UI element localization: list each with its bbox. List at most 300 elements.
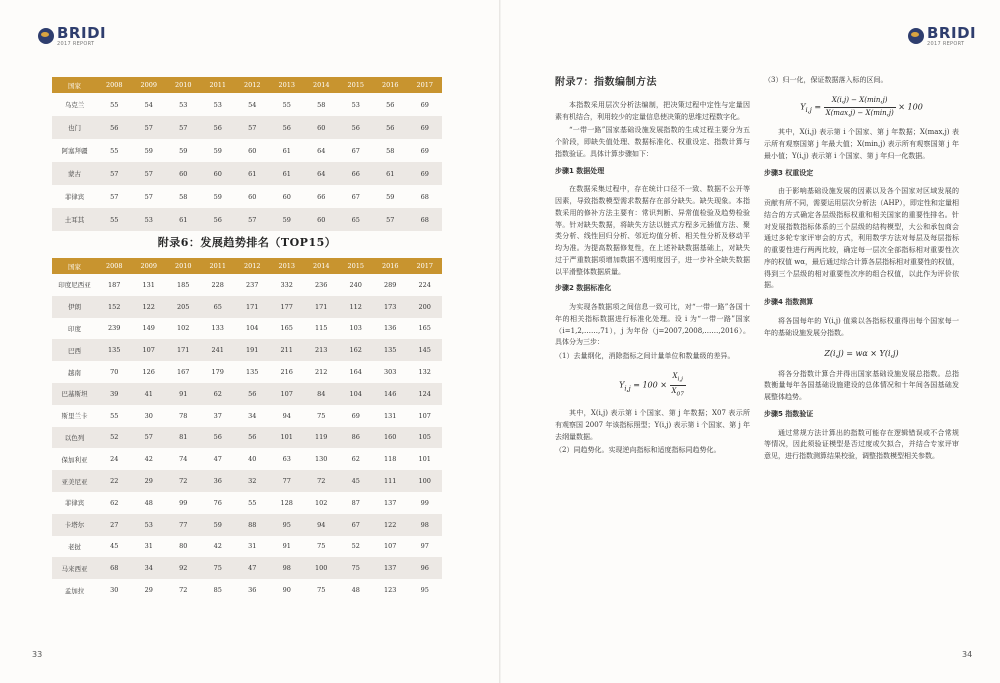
value-cell: 55 (110, 100, 119, 109)
column-header-country: 国家 (52, 77, 97, 93)
value-cell: 171 (235, 296, 270, 318)
value-cell: 48 (351, 586, 360, 595)
value-cell: 162 (339, 339, 374, 361)
table-row (52, 318, 442, 340)
value-cell: 146 (373, 383, 408, 405)
value-cell: 59 (201, 514, 236, 536)
value-cell: 72 (179, 586, 188, 595)
value-cell: 136 (384, 324, 397, 333)
value-cell: 55 (110, 411, 119, 420)
value-cell: 56 (373, 116, 408, 139)
country-cell: 斯里兰卡 (61, 412, 88, 421)
value-cell: 34 (248, 411, 257, 420)
country-cell: 孟加拉 (64, 586, 85, 595)
table-row (52, 579, 442, 601)
value-cell: 29 (132, 470, 167, 492)
column-header-year: 2009 (132, 258, 167, 274)
value-cell: 303 (384, 368, 397, 377)
value-cell: 36 (248, 586, 257, 595)
value-cell: 65 (201, 296, 236, 318)
value-cell: 60 (282, 192, 291, 201)
column-header-year: 2008 (97, 77, 132, 93)
value-cell: 187 (108, 280, 121, 289)
value-cell: 57 (97, 162, 132, 185)
table-row (52, 470, 442, 492)
formula-symbol: Y (800, 102, 806, 111)
value-cell: 61 (166, 208, 201, 231)
value-cell: 67 (339, 514, 374, 536)
paragraph: 为实现各数据项之间信息一致可比，对“一带一路”各国十年的相关指标数据进行标准化处理。设 i 为“一带一路”国家（i=1,2,……,71），j 为年份（j=2007,2008,……,2016）。具体分为三步： (555, 303, 750, 347)
value-cell: 53 (179, 100, 188, 109)
value-cell: 56 (235, 383, 270, 405)
value-cell: 107 (418, 411, 431, 420)
value-cell: 98 (270, 557, 305, 579)
value-cell: 228 (211, 280, 224, 289)
value-cell: 55 (282, 100, 291, 109)
country-cell: 卡塔尔 (52, 514, 97, 536)
table-row (52, 93, 442, 116)
value-cell: 80 (179, 542, 188, 551)
value-cell: 59 (179, 146, 188, 155)
value-cell: 58 (386, 146, 395, 155)
country-cell: 巴基斯坦 (52, 383, 97, 405)
country-cell: 蒙古 (52, 162, 97, 185)
value-cell: 63 (282, 455, 291, 464)
logo-brand: BRIDI (927, 24, 977, 42)
value-cell: 56 (270, 116, 305, 139)
value-cell: 92 (166, 557, 201, 579)
value-cell: 216 (280, 368, 293, 377)
value-cell: 62 (351, 455, 360, 464)
value-cell: 41 (132, 383, 167, 405)
value-cell: 60 (248, 192, 257, 201)
column-header-year: 2011 (201, 77, 236, 93)
value-cell: 173 (373, 296, 408, 318)
appendix-6-title: 附录6：发展趋势排名（TOP15） (157, 236, 337, 249)
paragraph: 通过常规方法计算出的指数可能存在逻辑错误或不合常规等情况，因此须验证模型是否过度或欠拟合，并结合专家评审意见，进行指数测算结果校验，调整指数模型相关参数。 (764, 428, 959, 461)
column-header-year: 2013 (270, 77, 305, 93)
appendix-7-title: 附录7：指数编制方法 (555, 77, 657, 88)
column-header-year: 2012 (235, 258, 270, 274)
value-cell: 179 (211, 368, 224, 377)
value-cell: 66 (339, 162, 374, 185)
value-cell: 104 (246, 324, 259, 333)
value-cell: 67 (351, 192, 360, 201)
column-header-year: 2015 (339, 258, 374, 274)
globe-icon (38, 28, 54, 44)
table-row (52, 536, 442, 558)
paragraph: 其中，X(i,j) 表示第 i 个国家、第 j 年数据；X07 表示所有观察国 2007 年该指标照型；Y(i,j) 表示第 i 个国家、第 j 年去纲量数据。 (555, 409, 750, 441)
country-cell: 巴西 (52, 339, 97, 361)
step-heading: 步骤3 权重设定 (764, 168, 814, 177)
value-cell: 42 (213, 542, 222, 551)
value-cell: 164 (349, 368, 362, 377)
fraction-numerator: X(i,j) − X(min,j) (824, 95, 896, 108)
value-cell: 22 (97, 470, 132, 492)
value-cell: 30 (110, 586, 119, 595)
value-cell: 77 (166, 514, 201, 536)
logo-subtitle: 2017 REPORT (57, 41, 95, 47)
paragraph: 在数据采集过程中，存在统计口径不一致、数据不公开等因素，导致指数模型需求数据存在部分缺失。缺失现象。本指数采用的修补方法主要有：常识判断、异常值检验及趋势检验等。针对缺失数据，将缺失方法以链式方程多元插值方法、聚类分析、线性回归分析、邻近均值分析、相关性分析及移动平均为准。为提高数据修复性，在上述补缺数据基础上，对缺失过于严重数据项增加数据不透明度因子，进一步补全缺失数据以平滑整体数据质量。 (555, 185, 750, 276)
value-cell: 118 (384, 455, 397, 464)
paragraph: （2）同趋势化。实现逆向指标和适度指标同趋势化。 (555, 446, 721, 455)
page-number-left: 33 (32, 650, 43, 659)
table-row (52, 514, 442, 536)
globe-icon (908, 28, 924, 44)
fraction-denominator: X (671, 386, 677, 395)
value-cell: 57 (132, 162, 167, 185)
paragraph: 将各分指数计算合并得出国家基础设施发展总指数。总指数衡量每年各国基础设施建设的总体情况和十年间各国基础发展整体趋势。 (764, 369, 959, 402)
column-header-year: 2011 (201, 258, 236, 274)
trend-ranking-table (52, 258, 442, 601)
value-cell: 54 (248, 100, 257, 109)
value-cell: 101 (418, 455, 431, 464)
value-cell: 240 (349, 280, 362, 289)
spine-gutter (499, 0, 501, 683)
country-cell: 老挝 (68, 542, 81, 551)
fraction-denominator: X(max,j) − X(min,j) (825, 108, 894, 117)
value-cell: 152 (97, 296, 132, 318)
country-cell: 保加利亚 (61, 455, 88, 464)
value-cell: 97 (420, 542, 429, 551)
value-cell: 88 (235, 514, 270, 536)
value-cell: 130 (315, 455, 328, 464)
country-cell: 印度尼西亚 (58, 281, 91, 290)
value-cell: 52 (351, 542, 360, 551)
value-cell: 241 (201, 339, 236, 361)
value-cell: 185 (177, 280, 190, 289)
column-header-year: 2015 (339, 77, 374, 93)
table-row (52, 185, 442, 208)
value-cell: 61 (270, 162, 305, 185)
value-cell: 75 (339, 557, 374, 579)
paragraph: 其中，X(i,j) 表示第 i 个国家、第 j 年数据；X(max,j) 表示所有观察国第 j 年最大值；X(min,j) 表示所有观察国第 j 年最小值；Y(i,j) 表示第 i 个国家、第 j 年归一化数据。 (764, 128, 959, 160)
table-header-row (52, 258, 442, 274)
table-row (52, 162, 442, 185)
value-cell: 107 (384, 542, 397, 551)
value-cell: 99 (420, 498, 429, 507)
value-cell: 86 (339, 427, 374, 449)
report-logo-right (908, 26, 976, 47)
value-cell: 72 (166, 470, 201, 492)
value-cell: 81 (166, 427, 201, 449)
column-header-year: 2012 (235, 77, 270, 93)
table-header-row (52, 77, 442, 93)
formula-minmax: $Y_{i,j}$ = $\frac{X(i,j) - X(\min,j)}{X(\max,j) - X(\min,j)}$ × 100 (764, 95, 959, 120)
value-cell: 123 (384, 586, 397, 595)
column-header-year: 2017 (408, 258, 443, 274)
formula-subscript: i,j (624, 384, 631, 393)
column-header-year: 2008 (97, 258, 132, 274)
column-header-year: 2010 (166, 258, 201, 274)
value-cell: 94 (304, 514, 339, 536)
value-cell: 58 (179, 192, 188, 201)
value-cell: 85 (213, 586, 222, 595)
value-cell: 67 (351, 146, 360, 155)
logo-brand: BRIDI (57, 24, 107, 42)
column-header-year: 2017 (408, 77, 443, 93)
value-cell: 55 (110, 146, 119, 155)
paragraph: （3）归一化，保证数据落入标的区间。 (764, 76, 888, 84)
column-header-year: 2013 (270, 258, 305, 274)
value-cell: 65 (339, 208, 374, 231)
value-cell: 60 (166, 162, 201, 185)
value-cell: 39 (97, 383, 132, 405)
country-cell: 印度 (68, 324, 81, 333)
value-cell: 56 (201, 208, 236, 231)
table-row (52, 383, 442, 405)
value-cell: 131 (384, 411, 397, 420)
value-cell: 52 (97, 427, 132, 449)
value-cell: 205 (166, 296, 201, 318)
formula-subindex: Z(i,j) = wα × Y(i,j) (824, 349, 899, 359)
table-row (52, 339, 442, 361)
value-cell: 45 (110, 542, 119, 551)
table-row (52, 116, 442, 139)
value-cell: 56 (97, 116, 132, 139)
text-column-1 (555, 75, 750, 459)
value-cell: 95 (420, 586, 429, 595)
value-cell: 177 (270, 296, 305, 318)
column-header-country: 国家 (52, 258, 97, 274)
step-heading: 步骤1 数据处理 (555, 166, 605, 175)
value-cell: 87 (351, 498, 360, 507)
value-cell: 149 (142, 324, 155, 333)
formula-subscript: i,j (677, 376, 683, 383)
value-cell: 61 (282, 146, 291, 155)
value-cell: 68 (408, 208, 443, 231)
step-heading: 步骤4 指数测算 (764, 298, 814, 306)
value-cell: 56 (386, 100, 395, 109)
paragraph: 将各国每年的 Y(i,j) 值乘以各指标权重得出每个国家每一年的基础设施发展分指数。 (764, 316, 959, 337)
formula-subscript: i,j (805, 105, 812, 114)
table-row (52, 557, 442, 579)
country-cell: 也门 (52, 116, 97, 139)
value-cell: 135 (373, 339, 408, 361)
value-cell: 101 (270, 427, 305, 449)
country-cell: 菲律宾 (64, 193, 85, 201)
value-cell: 31 (248, 542, 257, 551)
value-cell: 135 (97, 339, 132, 361)
value-cell: 24 (110, 455, 119, 464)
value-cell: 105 (408, 427, 443, 449)
value-cell: 59 (213, 146, 222, 155)
value-cell: 77 (270, 470, 305, 492)
value-cell: 145 (408, 339, 443, 361)
value-cell: 191 (235, 339, 270, 361)
value-cell: 119 (304, 427, 339, 449)
value-cell: 98 (408, 514, 443, 536)
value-cell: 165 (280, 324, 293, 333)
value-cell: 104 (339, 383, 374, 405)
value-cell: 59 (270, 208, 305, 231)
value-cell: 60 (304, 208, 339, 231)
value-cell: 30 (144, 411, 153, 420)
column-header-year: 2014 (304, 258, 339, 274)
value-cell: 128 (280, 498, 293, 507)
value-cell: 57 (110, 192, 119, 201)
value-cell: 212 (315, 368, 328, 377)
table-row (52, 448, 442, 470)
value-cell: 59 (386, 192, 395, 201)
value-cell: 75 (317, 542, 326, 551)
value-cell: 96 (408, 557, 443, 579)
paragraph: “一带一路”国家基础设施发展指数的生成过程主要分为五个阶段，即缺失值处理、数据标准化、权重设定、指数计算与指数验证。具体计算步骤如下： (555, 126, 750, 158)
value-cell: 59 (213, 192, 222, 201)
value-cell: 57 (235, 208, 270, 231)
table-row (52, 405, 442, 427)
value-cell: 133 (211, 324, 224, 333)
table-row (52, 208, 442, 231)
report-logo-left (38, 26, 106, 47)
value-cell: 60 (201, 162, 236, 185)
value-cell: 62 (201, 383, 236, 405)
value-cell: 66 (317, 192, 326, 201)
value-cell: 171 (304, 296, 339, 318)
value-cell: 57 (132, 116, 167, 139)
value-cell: 102 (177, 324, 190, 333)
value-cell: 137 (373, 557, 408, 579)
value-cell: 69 (420, 100, 429, 109)
value-cell: 69 (420, 146, 429, 155)
value-cell: 171 (166, 339, 201, 361)
value-cell: 31 (144, 542, 153, 551)
value-cell: 165 (418, 324, 431, 333)
formula-subscript: 07 (676, 391, 684, 398)
country-cell: 马来西亚 (52, 557, 97, 579)
value-cell: 61 (373, 162, 408, 185)
country-cell: 阿塞拜疆 (61, 147, 88, 155)
table-row (52, 274, 442, 296)
value-cell: 34 (132, 557, 167, 579)
value-cell: 115 (315, 324, 328, 333)
value-cell: 103 (349, 324, 362, 333)
value-cell: 236 (315, 280, 328, 289)
column-header-year: 2010 (166, 77, 201, 93)
logo-subtitle: 2017 REPORT (927, 41, 965, 47)
value-cell: 69 (408, 116, 443, 139)
value-cell: 53 (213, 100, 222, 109)
country-cell: 菲律宾 (64, 499, 85, 508)
value-cell: 60 (304, 116, 339, 139)
value-cell: 224 (418, 280, 431, 289)
page-number-right: 34 (962, 650, 973, 659)
value-cell: 56 (235, 427, 270, 449)
value-cell: 60 (248, 146, 257, 155)
value-cell: 74 (179, 455, 188, 464)
value-cell: 47 (235, 557, 270, 579)
value-cell: 57 (132, 427, 167, 449)
value-cell: 57 (166, 116, 201, 139)
value-cell: 61 (235, 162, 270, 185)
country-cell: 土耳其 (52, 208, 97, 231)
value-cell: 55 (97, 208, 132, 231)
value-cell: 48 (144, 498, 153, 507)
table-row (52, 139, 442, 162)
text-column-2 (764, 75, 959, 465)
value-cell: 94 (282, 411, 291, 420)
value-cell: 289 (384, 280, 397, 289)
value-cell: 91 (166, 383, 201, 405)
value-cell: 131 (142, 280, 155, 289)
value-cell: 27 (97, 514, 132, 536)
value-cell: 91 (282, 542, 291, 551)
country-cell: 越南 (68, 368, 81, 377)
table-row (52, 492, 442, 514)
column-header-year: 2009 (132, 77, 167, 93)
country-cell: 以色列 (52, 427, 97, 449)
value-cell: 69 (408, 162, 443, 185)
column-header-year: 2014 (304, 77, 339, 93)
value-cell: 239 (108, 324, 121, 333)
value-cell: 75 (201, 557, 236, 579)
formula-fraction (670, 371, 686, 400)
ranking-table-top (52, 77, 442, 231)
value-cell: 111 (373, 470, 408, 492)
value-cell: 55 (248, 498, 257, 507)
value-cell: 213 (304, 339, 339, 361)
column-header-year: 2016 (373, 77, 408, 93)
value-cell: 40 (248, 455, 257, 464)
value-cell: 70 (110, 368, 119, 377)
value-cell: 211 (270, 339, 305, 361)
value-cell: 32 (235, 470, 270, 492)
paragraph: （1）去量纲化，消除指标之间计量单位和数量级的差异。 (555, 352, 735, 361)
value-cell: 57 (144, 192, 153, 201)
formula-normalization (555, 371, 750, 400)
step-heading: 步骤2 数据标准化 (555, 284, 612, 293)
value-cell: 124 (408, 383, 443, 405)
value-cell: 122 (132, 296, 167, 318)
value-cell: 64 (304, 162, 339, 185)
value-cell: 69 (351, 411, 360, 420)
value-cell: 37 (213, 411, 222, 420)
value-cell: 100 (304, 557, 339, 579)
country-cell: 亚美尼亚 (52, 470, 97, 492)
value-cell: 78 (179, 411, 188, 420)
value-cell: 75 (317, 586, 326, 595)
value-cell: 54 (144, 100, 153, 109)
value-cell: 68 (420, 192, 429, 201)
value-cell: 135 (246, 368, 259, 377)
value-cell: 84 (304, 383, 339, 405)
table-row (52, 296, 442, 318)
value-cell: 122 (373, 514, 408, 536)
value-cell: 36 (201, 470, 236, 492)
value-cell: 29 (144, 586, 153, 595)
value-cell: 59 (144, 146, 153, 155)
value-cell: 47 (213, 455, 222, 464)
value-cell: 56 (201, 116, 236, 139)
column-header-year: 2016 (373, 258, 408, 274)
fraction-numerator: X (672, 371, 678, 380)
value-cell: 332 (280, 280, 293, 289)
value-cell: 107 (270, 383, 305, 405)
value-cell: 160 (373, 427, 408, 449)
paragraph: 本指数采用层次分析法编制，把决策过程中定性与定量因素有机结合，利用较少的定量信息使决策的思维过程数字化。 (555, 100, 750, 121)
country-cell: 乌克兰 (64, 101, 85, 109)
country-cell: 伊朗 (52, 296, 97, 318)
table-row (52, 427, 442, 449)
value-cell: 57 (373, 208, 408, 231)
step-heading: 步骤5 指数验证 (764, 409, 814, 418)
formula-fraction (824, 95, 896, 120)
value-cell: 42 (144, 455, 153, 464)
value-cell: 137 (384, 498, 397, 507)
value-cell: 56 (339, 116, 374, 139)
formula-operator: = 100 × (633, 380, 667, 390)
value-cell: 167 (177, 368, 190, 377)
